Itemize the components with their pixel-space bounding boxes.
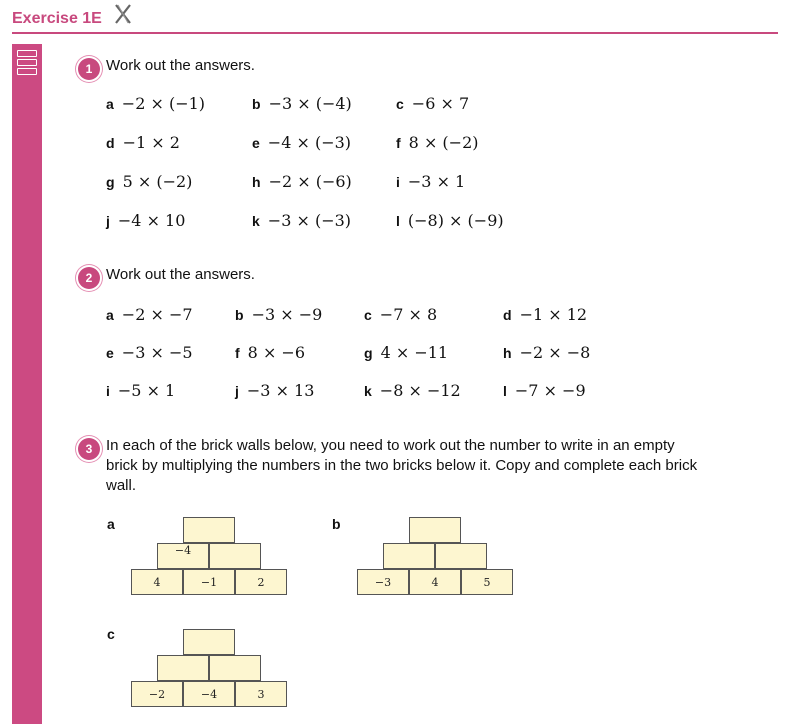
brick: −3 — [357, 569, 409, 595]
question-item — [106, 133, 180, 152]
brick: 4 — [409, 569, 461, 595]
wall-label: a — [107, 516, 115, 532]
brick: −2 — [131, 681, 183, 707]
brick — [435, 543, 487, 569]
exercise-title: Exercise 1E — [12, 10, 102, 27]
item-label: a — [106, 96, 114, 112]
question-1-text: Work out the answers. — [106, 57, 255, 74]
item-expression: −2 × (−1) — [121, 94, 206, 113]
question-item — [396, 133, 479, 152]
item-expression: 4 × −11 — [380, 343, 449, 362]
brick: −4 — [157, 543, 209, 569]
question-item — [235, 343, 305, 362]
item-label: d — [106, 135, 115, 151]
question-3-number: 3 — [78, 438, 100, 460]
brick — [157, 655, 209, 681]
item-expression: −1 × 12 — [519, 305, 588, 324]
question-item — [364, 305, 437, 324]
question-item — [106, 172, 192, 191]
item-expression: −3 × −5 — [121, 343, 193, 362]
question-item — [106, 94, 205, 113]
item-label: j — [106, 213, 110, 229]
item-label: b — [235, 307, 244, 323]
question-item — [252, 211, 351, 230]
question-item — [252, 94, 352, 113]
brick — [209, 655, 261, 681]
item-label: i — [106, 383, 110, 399]
item-expression: −3 × (−3) — [267, 211, 352, 230]
item-expression: −3 × −9 — [251, 305, 323, 324]
question-3-text — [106, 436, 697, 496]
brick — [183, 629, 235, 655]
item-expression: −7 × −9 — [514, 381, 586, 400]
item-expression: −2 × −7 — [121, 305, 193, 324]
item-expression: −3 × 13 — [246, 381, 315, 400]
question-item — [106, 381, 175, 400]
question-item — [106, 305, 193, 324]
brick: 2 — [235, 569, 287, 595]
brick — [209, 543, 261, 569]
item-expression: −3 × (−4) — [268, 94, 352, 113]
title-divider — [12, 32, 778, 34]
brick — [383, 543, 435, 569]
question-item — [235, 305, 322, 324]
brick: 3 — [235, 681, 287, 707]
question-item — [396, 211, 504, 230]
brick: 4 — [131, 569, 183, 595]
question-item — [106, 343, 193, 362]
question-item — [396, 172, 465, 191]
question-item — [235, 381, 314, 400]
question-2-number: 2 — [78, 267, 100, 289]
brick: 5 — [461, 569, 513, 595]
item-label: a — [106, 307, 114, 323]
item-label: b — [252, 96, 261, 112]
question-item — [364, 343, 448, 362]
question-item — [106, 211, 185, 230]
item-expression: 8 × (−2) — [408, 133, 479, 152]
item-label: h — [503, 345, 512, 361]
question-item — [503, 381, 586, 400]
item-label: i — [396, 174, 400, 190]
item-expression: −7 × 8 — [379, 305, 438, 324]
brick: −4 — [183, 681, 235, 707]
item-label: l — [396, 213, 400, 229]
item-expression: 5 × (−2) — [122, 172, 193, 191]
question-2-text: Work out the answers. — [106, 266, 255, 283]
item-label: f — [235, 345, 240, 361]
question-item — [252, 133, 351, 152]
item-label: e — [252, 135, 260, 151]
item-label: d — [503, 307, 512, 323]
sidebar-strip — [12, 44, 42, 724]
brick: −1 — [183, 569, 235, 595]
brick — [183, 517, 235, 543]
wall-label: b — [332, 516, 341, 532]
item-expression: −4 × 10 — [117, 211, 186, 230]
item-label: k — [364, 383, 372, 399]
item-expression: −8 × −12 — [379, 381, 461, 400]
menu-icon — [17, 50, 37, 82]
item-expression: 8 × −6 — [247, 343, 306, 362]
item-label: c — [396, 96, 404, 112]
question-item — [252, 172, 352, 191]
item-label: j — [235, 383, 239, 399]
question-item — [396, 94, 469, 113]
item-expression: −5 × 1 — [117, 381, 176, 400]
question-1-number: 1 — [78, 58, 100, 80]
item-label: f — [396, 135, 401, 151]
item-label: k — [252, 213, 260, 229]
question-item — [503, 343, 590, 362]
item-label: l — [503, 383, 507, 399]
pencil-cross-icon — [114, 3, 132, 25]
wall-label: c — [107, 626, 115, 642]
item-expression: −6 × 7 — [411, 94, 470, 113]
item-label: h — [252, 174, 261, 190]
item-expression: −3 × 1 — [407, 172, 466, 191]
item-label: g — [106, 174, 115, 190]
item-label: c — [364, 307, 372, 323]
item-expression: −2 × (−6) — [268, 172, 352, 191]
item-label: g — [364, 345, 373, 361]
item-expression: −1 × 2 — [122, 133, 180, 152]
item-expression: −2 × −8 — [519, 343, 591, 362]
question-item — [503, 305, 587, 324]
question-3-line: brick by multiplying the numbers in the two bricks below it. Copy and complete each brick — [106, 457, 698, 474]
question-3-line: wall. — [106, 477, 137, 494]
question-3-line: In each of the brick walls below, you need to work out the number to write in an empty — [106, 437, 675, 454]
question-item — [364, 381, 461, 400]
item-expression: (−8) × (−9) — [407, 211, 504, 230]
item-expression: −4 × (−3) — [267, 133, 352, 152]
item-label: e — [106, 345, 114, 361]
brick — [409, 517, 461, 543]
